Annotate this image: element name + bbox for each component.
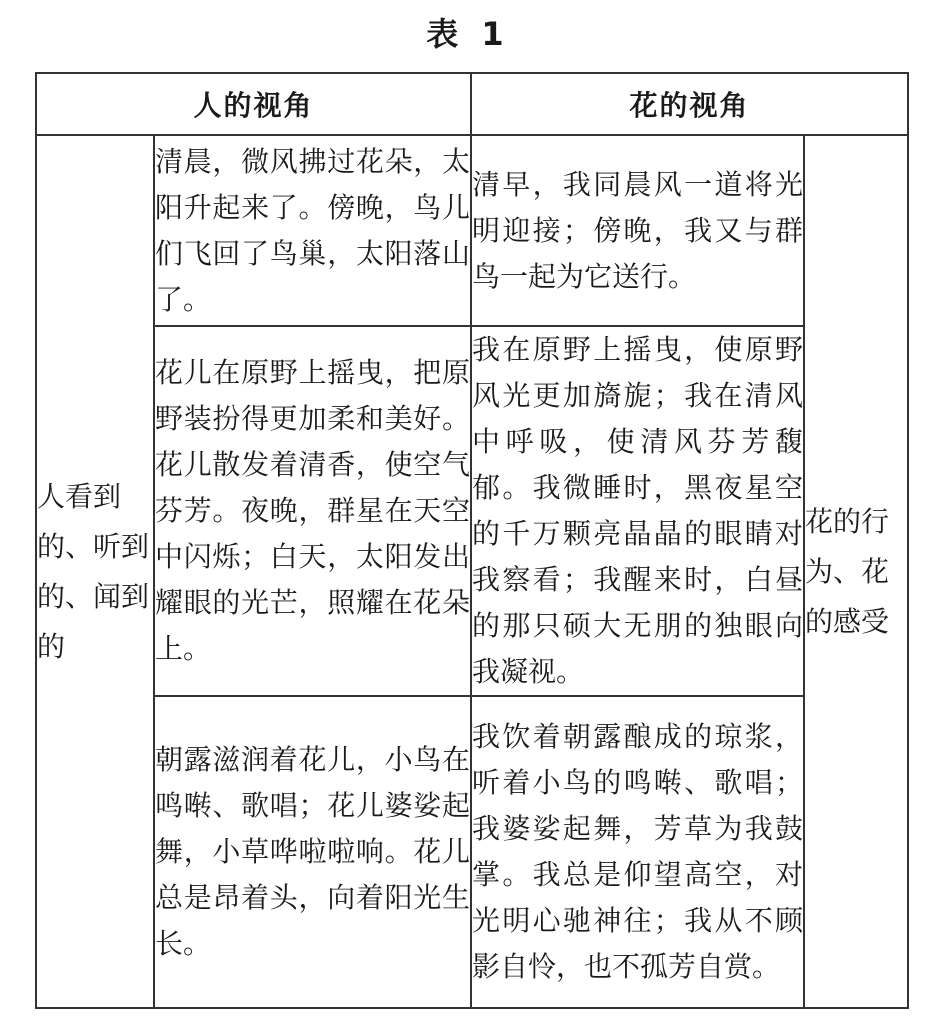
human-cell-2: 花儿在原野上摇曳，把原野装扮得更加柔和美好。花儿散发着清香，使空气芬芳。夜晚，群星在天空中闪烁；白天，太阳发出耀眼的光芒，照耀在花朵上。	[154, 326, 471, 696]
header-row	[36, 73, 908, 135]
human-cell-3: 朝露滋润着花儿，小鸟在鸣啭、歌唱；花儿婆娑起舞，小草哗啦啦响。花儿总是昂着头，向着阳光生长。	[154, 696, 471, 1008]
comparison-table	[35, 72, 909, 1009]
human-cell-1: 清晨，微风拂过花朵，太阳升起来了。傍晚，鸟儿们飞回了鸟巢，太阳落山了。	[154, 135, 471, 326]
header-human-perspective: 人的视角	[36, 73, 471, 135]
right-category-label: 花的行为、花的感受	[804, 135, 908, 1008]
header-flower-perspective: 花的视角	[471, 73, 908, 135]
flower-cell-2: 我在原野上摇曳，使原野风光更加旖旎；我在清风中呼吸，使清风芬芳馥郁。我微睡时，黑夜星空的千万颗亮晶晶的眼睛对我察看；我醒来时，白昼的那只硕大无朋的独眼向我凝视。	[471, 326, 804, 696]
flower-cell-1: 清早，我同晨风一道将光明迎接；傍晚，我又与群鸟一起为它送行。	[471, 135, 804, 326]
left-category-label: 人看到的、听到的、闻到的	[36, 135, 154, 1008]
table-row	[36, 326, 908, 696]
table-row	[36, 696, 908, 1008]
table-title: 表 1	[426, 15, 510, 53]
table-row	[36, 135, 908, 326]
flower-cell-3: 我饮着朝露酿成的琼浆，听着小鸟的鸣啭、歌唱；我婆娑起舞，芳草为我鼓掌。我总是仰望高空，对光明心驰神往；我从不顾影自怜，也不孤芳自赏。	[471, 696, 804, 1008]
